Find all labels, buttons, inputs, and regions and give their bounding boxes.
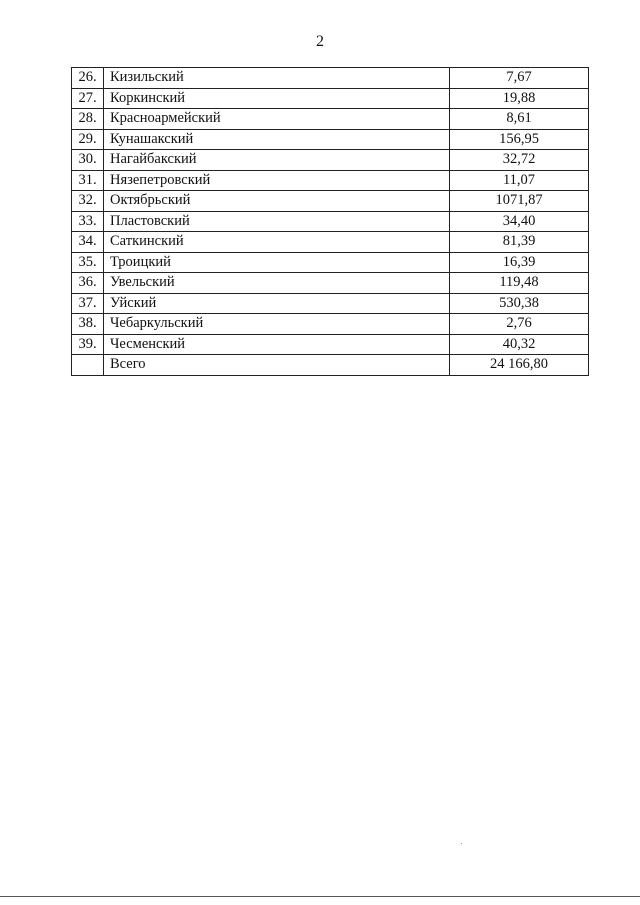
row-number: 27.	[72, 88, 104, 109]
row-number: 28.	[72, 109, 104, 130]
row-number: 32.	[72, 191, 104, 212]
table-row	[72, 109, 589, 130]
table-row	[72, 252, 589, 273]
scan-speck	[461, 843, 462, 844]
table-row	[72, 334, 589, 355]
district-name: Кунашакский	[104, 129, 450, 150]
district-name: Коркинский	[104, 88, 450, 109]
district-values-table	[71, 67, 589, 376]
table-row	[72, 150, 589, 171]
total-row	[72, 355, 589, 376]
table-row	[72, 273, 589, 294]
row-number: 33.	[72, 211, 104, 232]
district-name: Троицкий	[104, 252, 450, 273]
district-value: 40,32	[450, 334, 589, 355]
district-name: Чебаркульский	[104, 314, 450, 335]
table-row	[72, 211, 589, 232]
row-number: 39.	[72, 334, 104, 355]
district-name: Увельский	[104, 273, 450, 294]
bottom-edge-line	[0, 896, 640, 897]
district-value: 8,61	[450, 109, 589, 130]
row-number: 34.	[72, 232, 104, 253]
table-row	[72, 88, 589, 109]
district-value: 530,38	[450, 293, 589, 314]
table-row	[72, 191, 589, 212]
row-number: 38.	[72, 314, 104, 335]
district-name: Уйский	[104, 293, 450, 314]
table-body	[72, 68, 589, 376]
district-name: Нагайбакский	[104, 150, 450, 171]
row-number: 31.	[72, 170, 104, 191]
row-number: 29.	[72, 129, 104, 150]
district-value: 119,48	[450, 273, 589, 294]
row-number: 26.	[72, 68, 104, 89]
row-number: 30.	[72, 150, 104, 171]
district-value: 1071,87	[450, 191, 589, 212]
total-label: Всего	[104, 355, 450, 376]
table-row	[72, 129, 589, 150]
district-value: 32,72	[450, 150, 589, 171]
table-row	[72, 314, 589, 335]
district-value: 19,88	[450, 88, 589, 109]
district-value: 7,67	[450, 68, 589, 89]
district-value: 34,40	[450, 211, 589, 232]
district-name: Пластовский	[104, 211, 450, 232]
row-number: 36.	[72, 273, 104, 294]
district-value: 156,95	[450, 129, 589, 150]
district-name: Чесменский	[104, 334, 450, 355]
district-value: 11,07	[450, 170, 589, 191]
table-row	[72, 170, 589, 191]
row-number: 37.	[72, 293, 104, 314]
district-name: Октябрьский	[104, 191, 450, 212]
page-number: 2	[316, 33, 324, 50]
district-name: Саткинский	[104, 232, 450, 253]
district-name: Нязепетровский	[104, 170, 450, 191]
table-row	[72, 293, 589, 314]
district-value: 81,39	[450, 232, 589, 253]
district-value: 16,39	[450, 252, 589, 273]
district-value: 2,76	[450, 314, 589, 335]
total-row-number	[72, 355, 104, 376]
table-row	[72, 232, 589, 253]
district-name: Кизильский	[104, 68, 450, 89]
table-row	[72, 68, 589, 89]
total-value: 24 166,80	[450, 355, 589, 376]
district-name: Красноармейский	[104, 109, 450, 130]
row-number: 35.	[72, 252, 104, 273]
